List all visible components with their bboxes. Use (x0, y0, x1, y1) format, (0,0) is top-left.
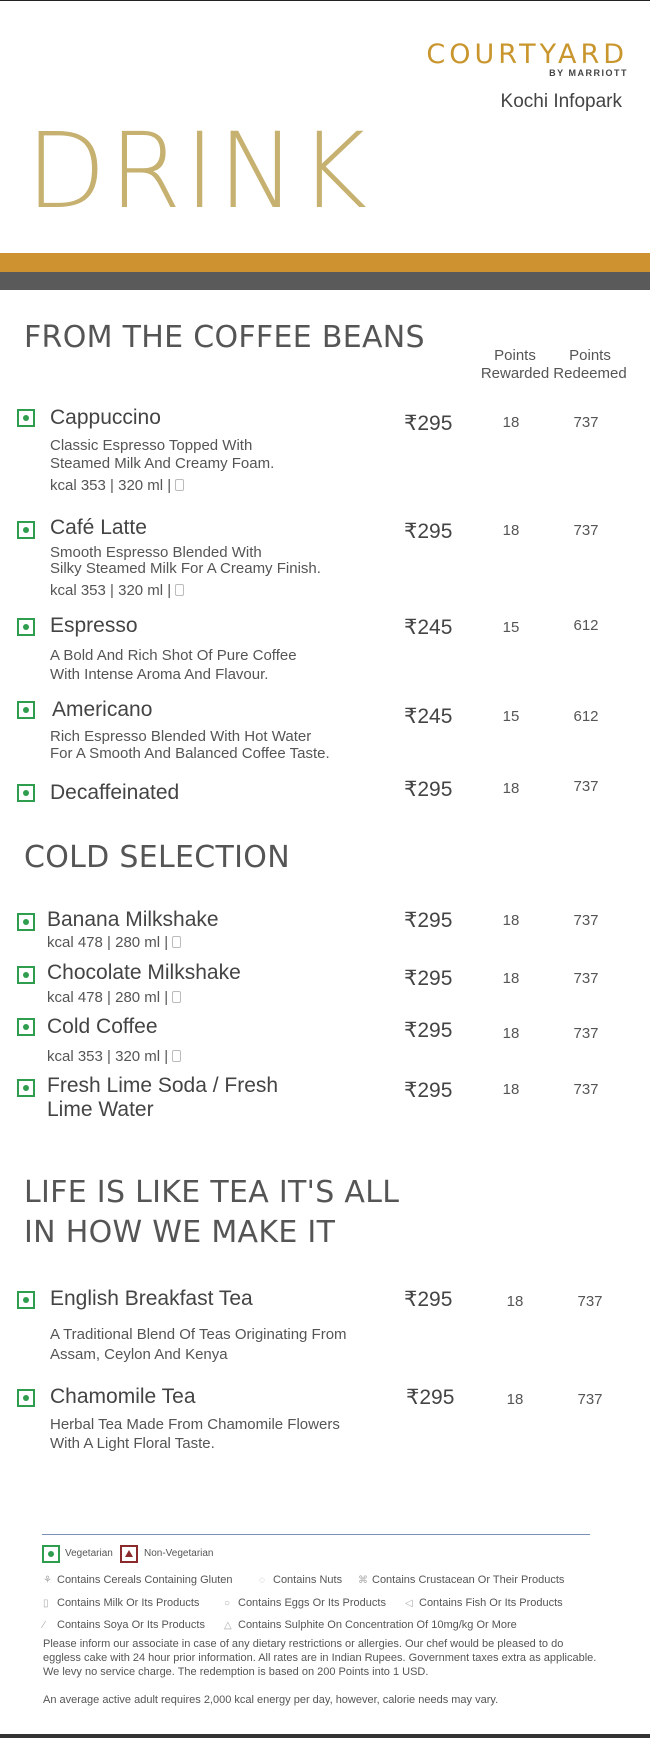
item-desc: Herbal Tea Made From Chamomile Flowers (50, 1416, 340, 1433)
item-name: Chamomile Tea (50, 1385, 196, 1408)
allergen-crustacean (358, 1574, 564, 1586)
item-desc: Classic Espresso Topped With (50, 437, 253, 454)
points-rewarded: 18 (502, 780, 520, 797)
points-redeemed: 737 (573, 414, 599, 431)
item-name: English Breakfast Tea (50, 1287, 253, 1310)
veg-icon (17, 1389, 35, 1407)
kcal-text: kcal 353 | 320 ml | (50, 477, 172, 494)
item-kcal (47, 989, 181, 1006)
item-kcal (50, 477, 184, 494)
page-title: DRINK (26, 110, 371, 232)
item-desc: Silky Steamed Milk For A Creamy Finish. (50, 560, 321, 577)
item-desc: A Traditional Blend Of Teas Originating From (50, 1326, 347, 1343)
points-rewarded: 18 (506, 1293, 524, 1310)
egg-icon: ○ (224, 1598, 231, 1609)
veg-icon (17, 701, 35, 719)
item-desc: With A Light Floral Taste. (50, 1435, 215, 1452)
energy-note: An average active adult requires 2,000 kcal energy per day, however, calorie needs may vary. (43, 1694, 499, 1706)
allergen-soya (43, 1619, 205, 1631)
allergen-eggs (224, 1597, 386, 1609)
veg-icon (17, 1079, 35, 1097)
wheat-icon: ⚘ (43, 1575, 52, 1586)
item-price: ₹295 (404, 1288, 453, 1311)
points-redeemed: 737 (573, 778, 599, 795)
legend-divider (42, 1534, 590, 1535)
item-name: Cappuccino (50, 406, 161, 429)
points-redeemed: 737 (573, 970, 599, 987)
item-price: ₹295 (404, 778, 453, 801)
item-kcal (47, 1048, 181, 1065)
gold-band (0, 253, 650, 272)
sulphite-icon: △ (224, 1620, 232, 1631)
soya-icon: ⁄ (43, 1620, 45, 1631)
item-price: ₹295 (404, 909, 453, 932)
allergen-label: Contains Eggs Or Its Products (238, 1597, 386, 1609)
veg-icon (17, 521, 35, 539)
allergen-gluten (43, 1574, 233, 1586)
nut-icon: ◌ (259, 1575, 265, 1586)
item-price: ₹295 (404, 1079, 453, 1102)
allergen-label: Contains Nuts (273, 1574, 343, 1586)
veg-icon (17, 618, 35, 636)
allergen-label: Contains Milk Or Its Products (57, 1597, 200, 1609)
nonveg-legend-icon (120, 1545, 138, 1563)
item-name: Espresso (50, 614, 138, 637)
dietary-note: Please inform our associate in case of any dietary restrictions or allergies. Our chef would be pleased to do eggless cake with 24 hour prior information. All rates are in Indian Rupees. Government taxes extra as applicable. We levy no service charge. The redemption is based on 200 Points into 1 USD. (43, 1638, 597, 1678)
item-price: ₹295 (404, 967, 453, 990)
fish-icon: ◁ (405, 1598, 413, 1609)
nonveg-legend-label: Non-Vegetarian (144, 1548, 214, 1559)
points-redeemed: 737 (577, 1391, 603, 1408)
points-redeemed: 737 (573, 1081, 599, 1098)
allergen-label: Contains Cereals Containing Gluten (57, 1574, 233, 1586)
kcal-text: kcal 478 | 280 ml | (47, 934, 169, 951)
item-price: ₹245 (404, 616, 453, 639)
brand-location: Kochi Infopark (500, 91, 622, 112)
points-rewarded: 18 (506, 1391, 524, 1408)
allergen-sulphite (224, 1619, 517, 1631)
veg-legend-label: Vegetarian (65, 1548, 113, 1559)
points-rewarded-header: Points Rewarded (480, 347, 550, 382)
points-rewarded: 15 (502, 708, 520, 725)
item-desc: A Bold And Rich Shot Of Pure Coffee (50, 647, 297, 664)
points-redeemed-header: Points Redeemed (553, 347, 627, 382)
brand-name: COURTYARD (426, 39, 628, 70)
veg-icon (17, 966, 35, 984)
item-name: Café Latte (50, 516, 147, 539)
item-name: Banana Milkshake (47, 908, 219, 931)
veg-icon (17, 913, 35, 931)
section-title-coffee: FROM THE COFFEE BEANS (24, 320, 425, 355)
milk-icon (172, 1050, 181, 1062)
crustacean-icon: ⌘ (358, 1575, 368, 1586)
milk-icon: ▯ (43, 1598, 49, 1609)
item-price: ₹295 (406, 1386, 455, 1409)
kcal-text: kcal 353 | 320 ml | (50, 582, 172, 599)
allergen-label: Contains Fish Or Its Products (419, 1597, 563, 1609)
allergen-label: Contains Crustacean Or Their Products (372, 1574, 565, 1586)
kcal-text: kcal 478 | 280 ml | (47, 989, 169, 1006)
points-rewarded: 18 (502, 1081, 520, 1098)
points-redeemed: 612 (573, 617, 599, 634)
item-name: Chocolate Milkshake (47, 961, 241, 984)
section-title-tea: LIFE IS LIKE TEA IT'S ALL IN HOW WE MAKE IT (24, 1175, 400, 1250)
points-rewarded: 18 (502, 970, 520, 987)
milk-icon (175, 584, 184, 596)
points-redeemed: 737 (577, 1293, 603, 1310)
allergen-fish (405, 1597, 563, 1609)
points-rewarded: 18 (502, 912, 520, 929)
allergen-nuts (259, 1574, 342, 1586)
item-desc: For A Smooth And Balanced Coffee Taste. (50, 745, 330, 762)
veg-icon (17, 1291, 35, 1309)
item-name: Fresh Lime Soda / Fresh Lime Water (47, 1074, 279, 1121)
points-redeemed: 612 (573, 708, 599, 725)
item-name: Americano (52, 698, 153, 721)
item-price: ₹245 (404, 705, 453, 728)
brand-sub: BY MARRIOTT (549, 68, 628, 78)
item-price: ₹295 (404, 520, 453, 543)
milk-icon (172, 991, 181, 1003)
points-rewarded: 15 (502, 619, 520, 636)
item-price: ₹295 (404, 412, 453, 435)
section-title-cold: COLD SELECTION (24, 840, 290, 875)
item-kcal (50, 582, 184, 599)
points-redeemed: 737 (573, 1025, 599, 1042)
bottom-border (0, 1734, 650, 1738)
points-redeemed: 737 (573, 522, 599, 539)
item-desc: Assam, Ceylon And Kenya (50, 1346, 228, 1363)
item-desc: Rich Espresso Blended With Hot Water (50, 728, 312, 745)
allergen-label: Contains Sulphite On Concentration Of 10mg/kg Or More (238, 1619, 517, 1631)
milk-icon (172, 936, 181, 948)
points-rewarded: 18 (502, 1025, 520, 1042)
milk-icon (175, 479, 184, 491)
item-desc: With Intense Aroma And Flavour. (50, 666, 269, 683)
kcal-text: kcal 353 | 320 ml | (47, 1048, 169, 1065)
veg-icon (17, 409, 35, 427)
points-rewarded: 18 (502, 414, 520, 431)
points-rewarded: 18 (502, 522, 520, 539)
brand-logo (426, 39, 628, 78)
veg-legend-icon (42, 1545, 60, 1563)
grey-band (0, 272, 650, 290)
item-kcal (47, 934, 181, 951)
item-price: ₹295 (404, 1019, 453, 1042)
veg-icon (17, 1018, 35, 1036)
item-desc: Smooth Espresso Blended With (50, 544, 262, 561)
item-desc: Steamed Milk And Creamy Foam. (50, 455, 275, 472)
allergen-label: Contains Soya Or Its Products (57, 1619, 205, 1631)
item-name: Decaffeinated (50, 781, 180, 804)
veg-icon (17, 784, 35, 802)
item-name: Cold Coffee (47, 1015, 158, 1038)
points-redeemed: 737 (573, 912, 599, 929)
allergen-milk (43, 1597, 199, 1609)
